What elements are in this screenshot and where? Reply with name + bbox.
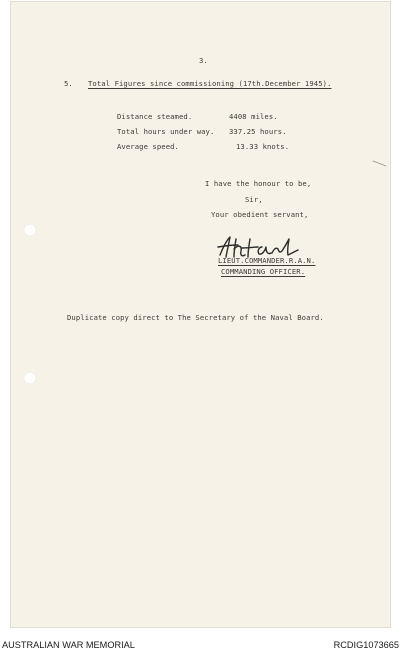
page-number: 3. [199, 56, 208, 65]
section-number: 5. [64, 79, 73, 88]
figure-label-speed: Average speed. [117, 142, 179, 151]
punch-hole-bottom [24, 372, 36, 384]
signatory-rank: LIEUT.COMMANDER.R.A.N. [218, 256, 316, 265]
figure-value-hours: 337.25 hours. [229, 127, 287, 136]
signatory-title: COMMANDING OFFICER. [221, 267, 306, 276]
figure-label-distance: Distance steamed. [117, 112, 193, 121]
closing-line-3: Your obedient servant, [211, 210, 309, 219]
figure-value-distance: 4408 miles. [229, 112, 278, 121]
figure-label-hours: Total hours under way. [117, 127, 215, 136]
figure-value-speed: 13.33 knots. [236, 142, 290, 151]
section-heading: Total Figures since commissioning (17th.December 1945). [88, 79, 332, 88]
closing-line-1: I have the honour to be, [205, 179, 312, 188]
duplicate-copy-note: Duplicate copy direct to The Secretary of the Naval Board. [67, 313, 324, 322]
closing-line-2: Sir, [245, 195, 263, 204]
punch-hole-top [24, 224, 36, 236]
pencil-mark [372, 158, 388, 168]
footer-record-id: RCDIG1073665 [333, 640, 399, 650]
footer-institution: AUSTRALIAN WAR MEMORIAL [2, 640, 135, 650]
